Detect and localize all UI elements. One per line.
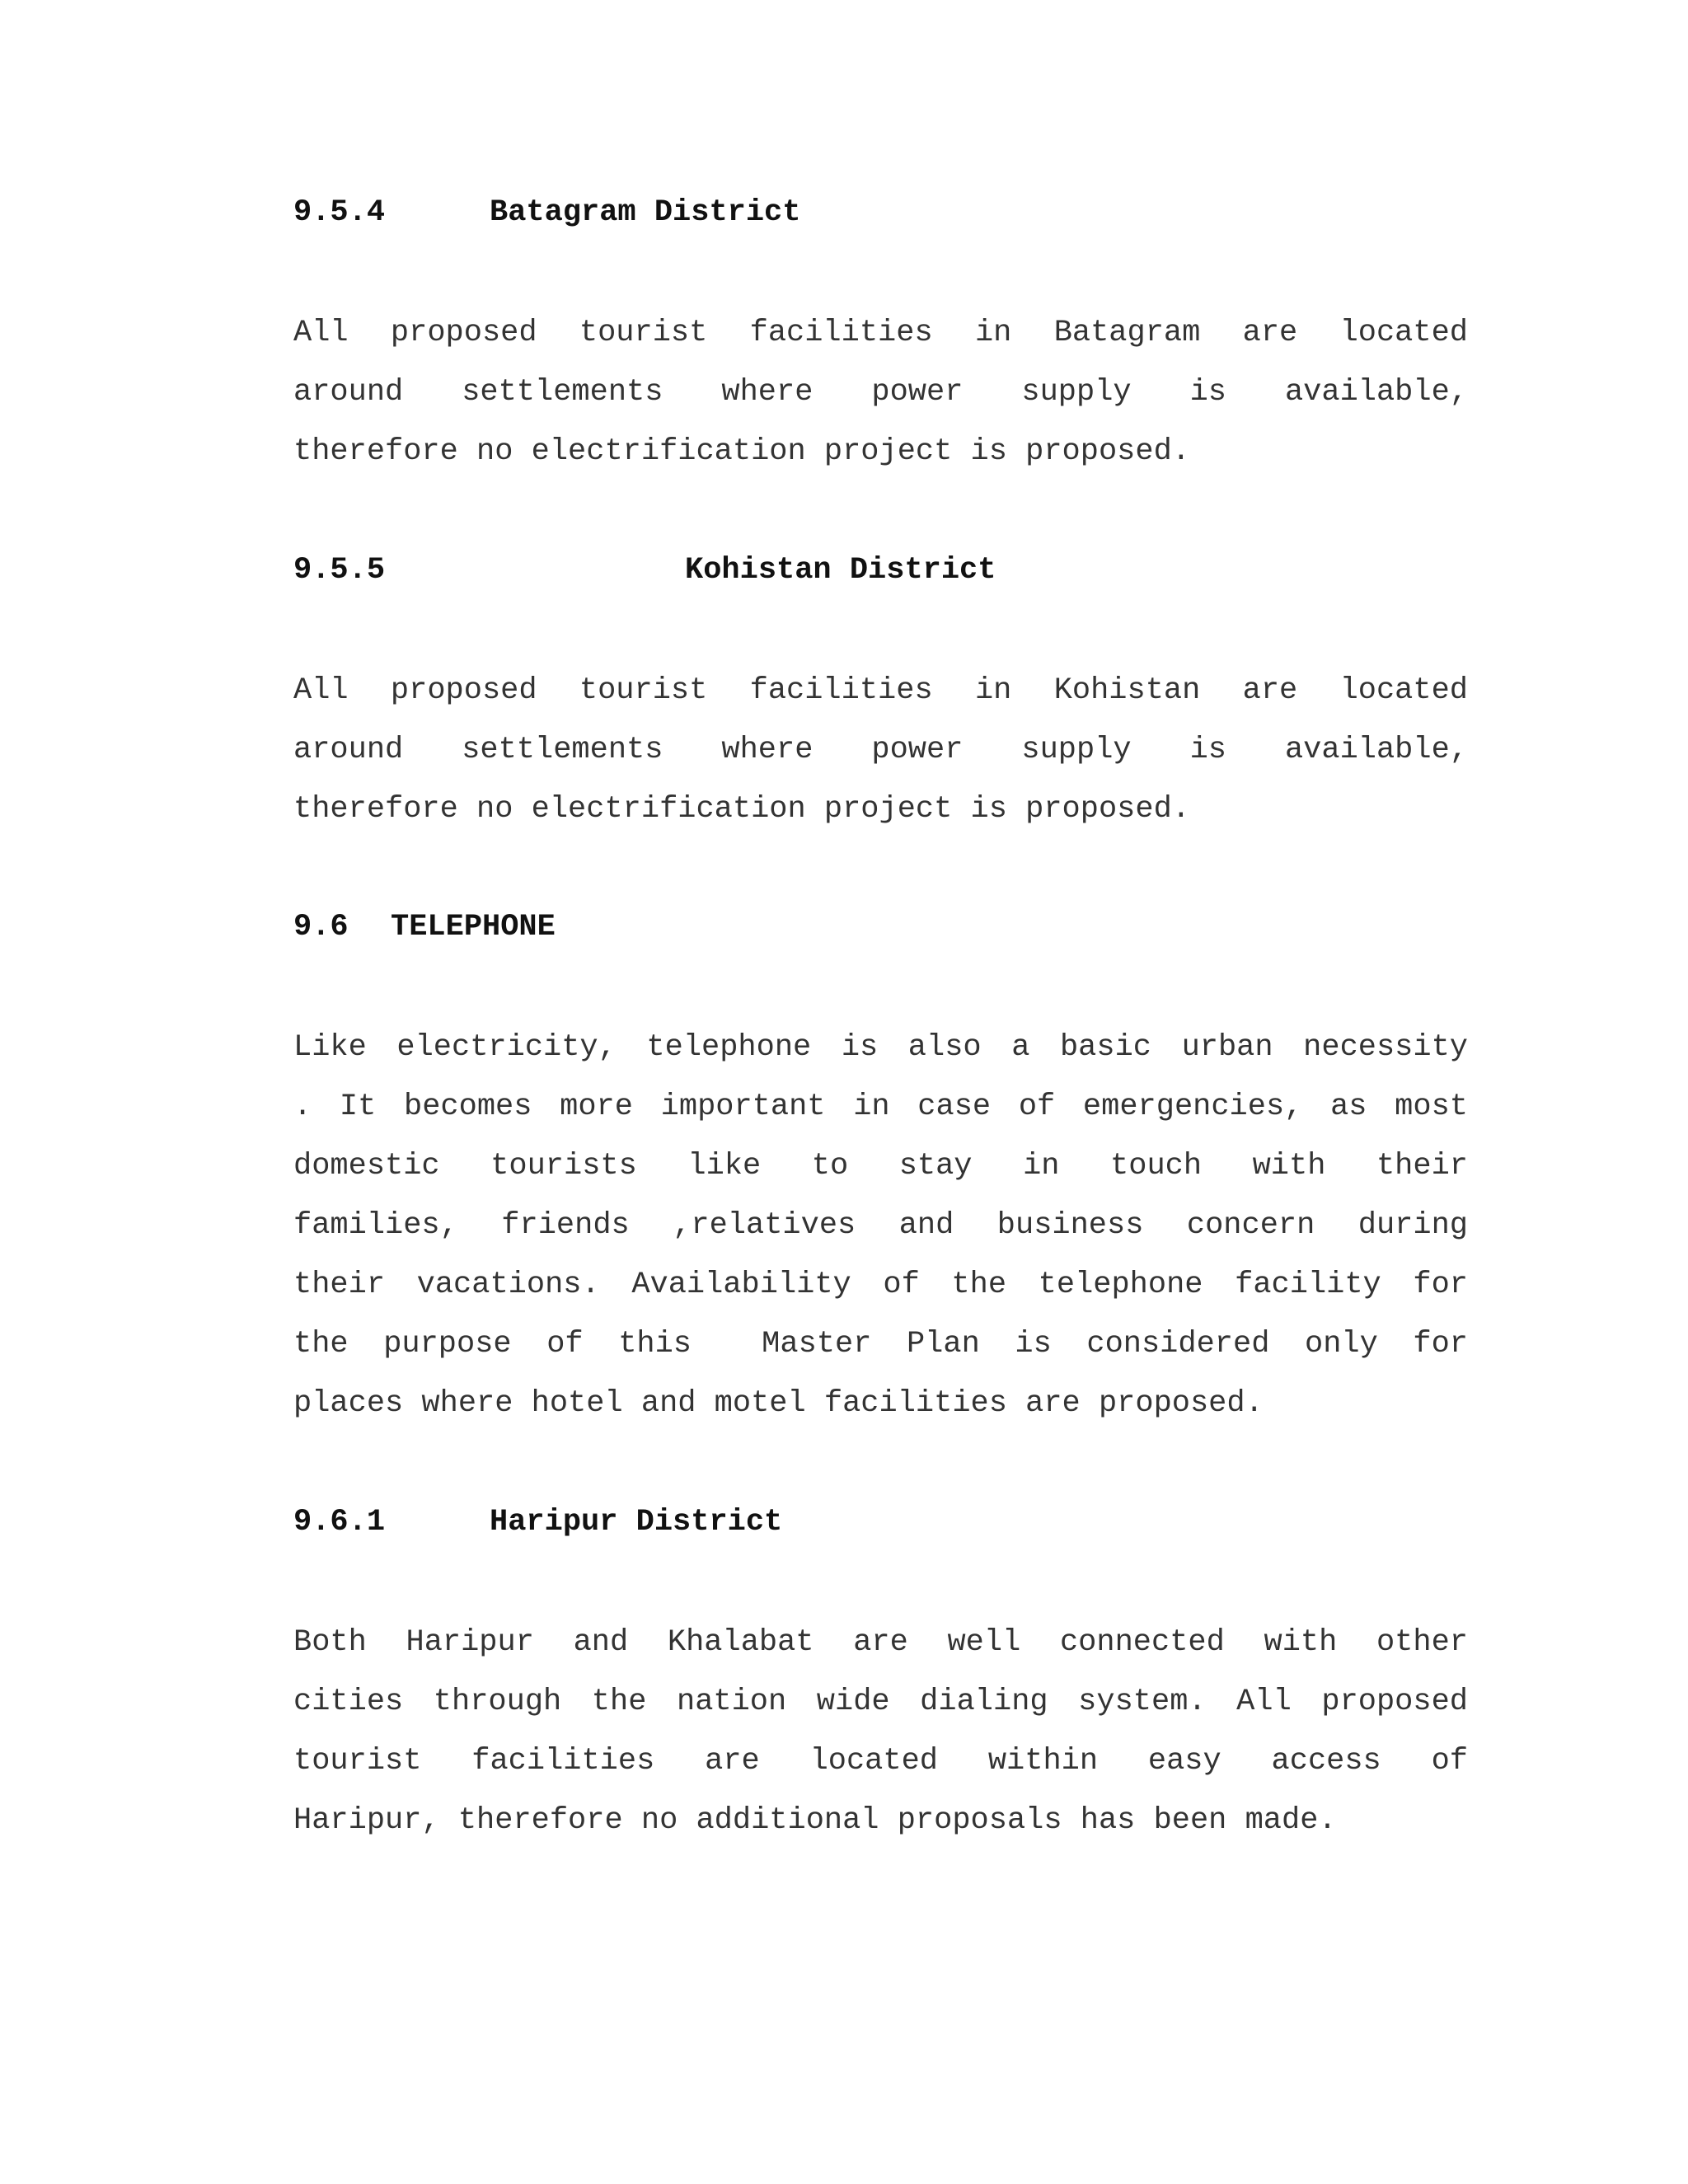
section-number: 9.6 <box>293 910 349 944</box>
paragraph-line: families, friends ,relatives and business concern during <box>293 1208 1468 1243</box>
paragraph-line: therefore no electrification project is proposed. <box>293 434 1190 469</box>
paragraph-kohistan <box>293 661 1468 839</box>
section-title: Kohistan District <box>685 553 996 588</box>
paragraph-telephone <box>293 1018 1468 1433</box>
paragraph-line: around settlements where power supply is available, <box>293 375 1468 410</box>
section-number: 9.6.1 <box>293 1505 386 1540</box>
paragraph-line: Both Haripur and Khalabat are well connected with other <box>293 1625 1468 1660</box>
paragraph-line: domestic tourists like to stay in touch with their <box>293 1149 1468 1183</box>
paragraph-line: cities through the nation wide dialing system. All proposed <box>293 1685 1468 1719</box>
paragraph-line: therefore no electrification project is proposed. <box>293 792 1190 827</box>
paragraph-line: places where hotel and motel facilities are proposed. <box>293 1386 1264 1421</box>
section-title: Batagram District <box>490 195 801 230</box>
paragraph-line: Haripur, therefore no additional proposals has been made. <box>293 1803 1337 1838</box>
paragraph-line: the purpose of this Master Plan is considered only for <box>293 1327 1468 1361</box>
paragraph-haripur <box>293 1613 1468 1850</box>
paragraph-line: All proposed tourist facilities in Kohistan are located <box>293 673 1468 708</box>
section-title: Haripur District <box>490 1505 783 1540</box>
paragraph-line: their vacations. Availability of the telephone facility for <box>293 1268 1468 1302</box>
paragraph-line: around settlements where power supply is available, <box>293 733 1468 767</box>
paragraph-line: Like electricity, telephone is also a basic urban necessity <box>293 1030 1468 1065</box>
paragraph-line: tourist facilities are located within easy access of <box>293 1744 1468 1779</box>
section-number: 9.5.4 <box>293 195 386 230</box>
paragraph-line: . It becomes more important in case of emergencies, as most <box>293 1090 1468 1124</box>
paragraph-line: All proposed tourist facilities in Batagram are located <box>293 316 1468 350</box>
section-title: TELEPHONE <box>391 910 556 944</box>
section-number: 9.5.5 <box>293 553 386 588</box>
paragraph-batagram <box>293 303 1468 481</box>
